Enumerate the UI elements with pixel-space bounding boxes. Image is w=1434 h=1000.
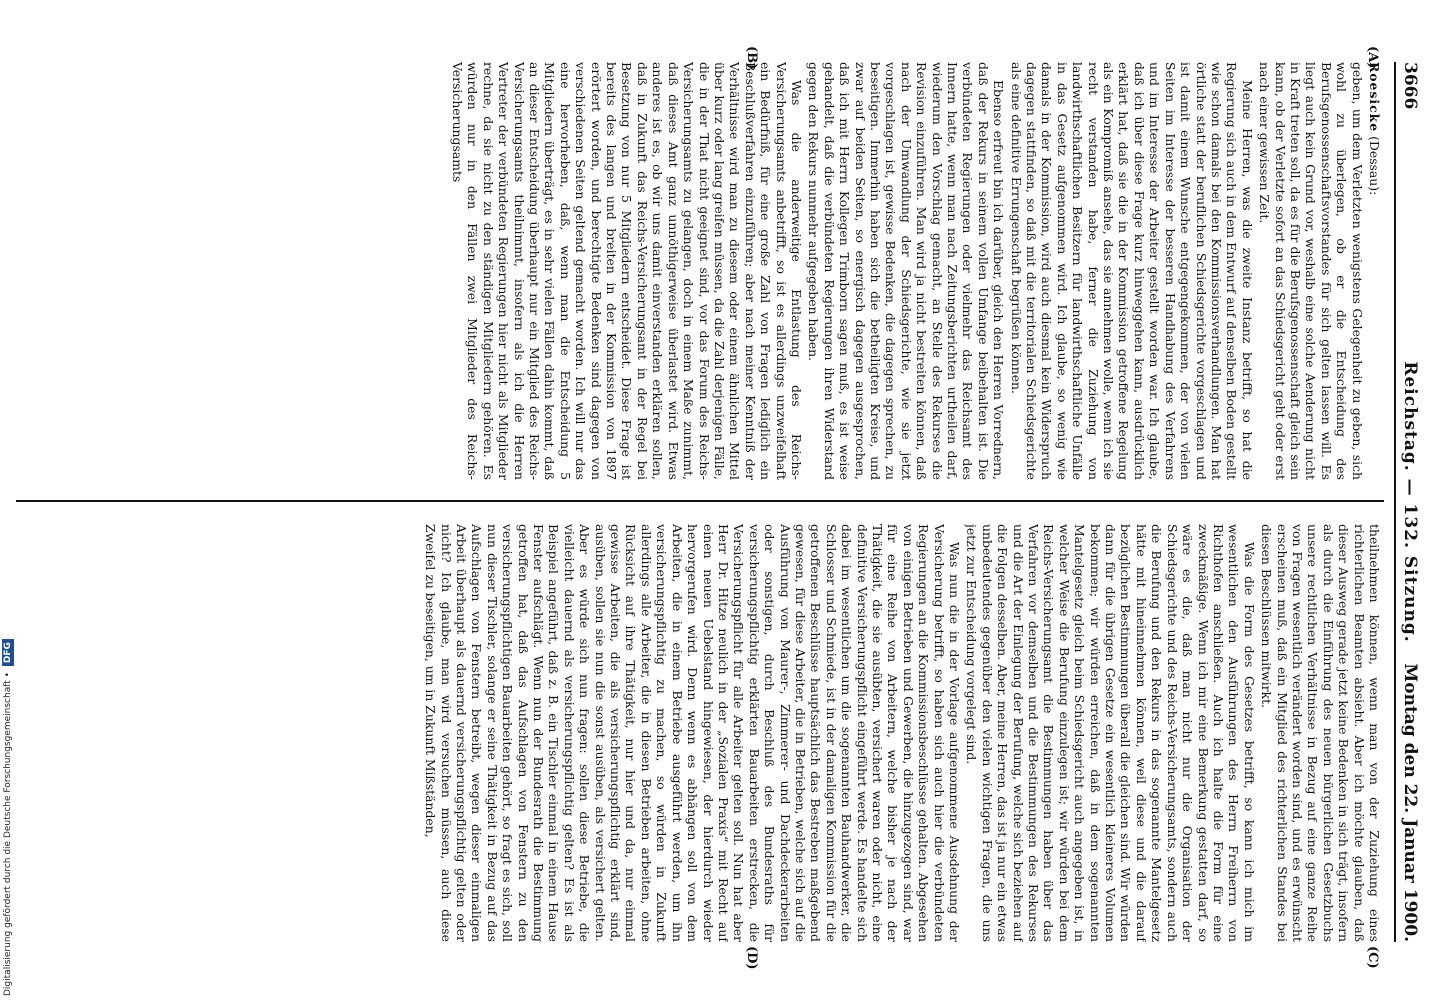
- speaker-line: [1367, 62, 1382, 480]
- margin-marker-c: (C): [1365, 946, 1380, 969]
- margin-marker-b: (B): [744, 46, 759, 70]
- left-text-column: [12, 62, 1382, 480]
- dfg-logo: DFG: [2, 639, 14, 666]
- paragraph: Was nun die in der Vorlage aufgenommene Ausdehnung der Versicherung betrifft, so haben sich auch hier die verbündeten Regierungen an die Kommissionsbeschlüsse gehalten. Abgesehen von einigen Betrieben und Gewerben, die hinzugezogen sind, war für eine Reihe von Arbeitern, welche bisher je nach der Thätigkeit, die sie ausübten, versichert waren oder nicht, eine definitive Versicherungspflicht eingeführt werde. Es handelte sich dabei im wesentlichen um die sogenannten Bauhandwerker, die Schlosser und Schmiede, ist in der damaligen Kommission für die getroffenen Beschlüsse hauptsächlich das Bestreben maßgebend gewesen, für diese Arbeiter, die in Betrieben, welche sich auf die Ausführung von Maurer-, Zimmerer- und Dachdeckerarbeiten oder sonstigen, durch Beschluß des Bundesraths für versicherungspflichtig erklärten Bauarbeiten erstrecken, die Versicherungspflicht für alle Arbeiter gelten soll. Nun hat aber Herr Dr. Hitze neulich in der „Sozialen Praxis“ mit Recht auf einen neuen Uebelstand hingewiesen, der hierdurch wieder hervorgerufen wird. Denn wenn es abhängen soll von dem Arbeiten, die in einem Betriebe ausgeführt werden, um ihn versicherungspflichtig zu machen, so würden in Zukunft allerdings alle Arbeiter, die in diesen Betrieben arbeiten, ohne Rücksicht auf ihre Thätigkeit, nur hier und da, nur einmal gewisse Arbeiten, die als versicherungspflichtig erklärt sind, ausüben, sollen sie nun die sonst ausüben, als versichert gelten. Aber es würde sich nun fragen: sollen diese Betriebe, die vielleicht dauernd als versicherungspflichtig gelten? Es ist als Beispiel angeführt, daß z. B. ein Tischler einmal in einem Hause Fenster aufschlägt. Wenn nun der Bundesrath die Bestimmung getroffen hat, daß das Aufschlagen von Fenstern zu den versicherungspflichtigen Bauarbeiten gehört, so fragt es sich, soll nun dieser Tischler, solange er seine Thätigkeit in Bezug auf das Aufschlagen von Fenstern betreibt, wegen dieser einmaligen Arbeit überhaupt als dauernd versicherungspflichtig gelten oder nicht? Ich glaube, man wird versuchen müssen, auch diese Zweifel zu beseitigen, um in Zukunft Mißständen,: [423, 524, 963, 942]
- margin-marker-d: (D): [744, 946, 759, 970]
- paragraph: theilnehmen können, wenn man von der Zuziehung eines richterlichen Beamten absieht. Aber ich möchte glauben, daß dieser Ausweg gerade jetzt keine Bedenken in sich trägt, insofern als durch die Einführung des neuen bürgerlichen Gesetzbuchs unsere rechtlichen Verhältnisse in Bezug auf eine ganze Reihe von Fragen wesentlich verändert worden sind, und es erwünscht erscheinen muß, daß ein Mitglied des richterlichen Standes bei diesen Beschlüssen mitwirkt.: [1259, 524, 1382, 942]
- page-number: 3666: [1400, 62, 1420, 110]
- right-text-column: [12, 524, 1382, 942]
- digitization-credit: [0, 0, 16, 1000]
- credit-text: Digitalisierung gefördert durch die Deutsche Forschungsgemeinschaft •: [3, 672, 13, 996]
- paragraph: Was die anderweitige Entlastung des Reichs-Versicherungsamts anbetrifft, so ist es allerdings unzweifelhaft ein Bedürfniß, für eine große Zahl von Fragen lediglich ein Beschlußverfahren einzuführen; aber nach meiner Kenntniß der Verhältnisse wird man zu diesem oder einem ähnlichen Mittel über kurz oder lang greifen müssen, da die Zahl derjenigen Fälle, die in der That nicht geeignet sind, vor das Forum des Reichs-Versicherungsamts zu gelangen, doch in einem Maße zunimmt, daß dieses Amt ganz unnöthigerweise überlastet wird. Etwas anderes ist es, ob wir uns damit einverstanden erklären sollen, daß in Zukunft das Reichs-Versicherungsamt in der Regel bei Besetzung von nur 5 Mitgliedern entscheidet. Diese Frage ist bereits des langen und breiten in der Kommission von 1897 erörtert worden, und berechtigte Bedenken sind dagegen von verschiedenen Seiten geltend gemacht worden. Ich will nur das eine hervorheben, daß, wenn man die Entscheidung 5 Mitgliedern überträgt, es in sehr vielen Fällen dahin kommt, daß an dieser Entscheidung überhaupt nur ein Mitglied des Reichs-Versicherungsamts theilnimmt, insofern als ich die Herren Vertreter der verbündeten Regierungen hier nicht als Mitglieder rechne, da sie nicht zu den ständigen Mitgliedern gehören. Es würden nur in den Fällen zwei Mitglieder des Reichs-Versicherungsamts: [450, 62, 804, 480]
- column-divider: [12, 500, 1384, 502]
- session-title: Reichstag. — 132. Sitzung.: [1400, 361, 1420, 643]
- page-header: [1394, 62, 1422, 942]
- paragraph: Was die Form des Gesetzes betrifft, so kann ich mich im wesentlichen den Ausführungen des Herrn Freiherrn von Richthofen anschließen. Auch ich halte die Form für eine zweckmäßige. Wenn ich mir eine Bemerkung gestatten darf, so wäre es die, daß man nicht nur die Organisation der Schiedsgerichte und des Reichs-Versicherungsamts, sondern auch die Berufung und den Rekurs in das sogenannte Mantelgesetz hätte mit hineinnehmen können, weil diese und die darauf bezüglichen Bestimmungen überall die gleichen sind. Wir würden dann für die übrigen Gesetze ein wesentlich kleineres Volumen bekommen; wir würden erreichen, daß in dem sogenannten Mantelgesetz gleich beim Schiedsgericht auch angegeben ist, in welcher Weise die Berufung einzulegen ist; wir würden bei dem Reichs-Versicherungsamt die Bestimmungen haben über das Verfahren vor demselben und die Bestimmungen des Rekurses und die Art der Einlegung der Berufung, welche sich beziehen auf die Folgen desselben. Aber, meine Herren, das ist ja nur ein etwas unbedeutendes gegenüber den vielen wichtigen Fragen, die uns jetzt zur Entscheidung vorgelegt sind.: [964, 524, 1257, 942]
- paragraph: Ebenso erfreut bin ich darüber, gleich den Herren Vorrednern, daß der Rekurs in seinem vollen Umfange beibehalten ist. Die verbündeten Regierungen oder vielmehr das Reichsamt des Innern hatte, wenn man nach Zeitungsberichten urtheilen darf, wiederum den Vorschlag gemacht, an Stelle des Rekurses die Revision einzuführen. Man wird ja nicht bestreiten können, daß nach der Umwandlung der Schiedsgerichte, wie sie jetzt vorgeschlagen ist, gewisse Bedenken, die dagegen sprechen, zu beseitigen. Immerhin haben sich die betheiligten Kreise, und zwar auf beiden Seiten, so energisch dagegen ausgesprochen, daß ich mit Herrn Kollegen Trimborn sagen muß, es ist weise gehandelt, daß die verbündeten Regierungen ihren Widerstand gegen den Rekurs nunmehr aufgegeben haben.: [806, 62, 1007, 480]
- credit-line: [0, 396, 16, 1000]
- margin-marker-a: (A): [1365, 46, 1380, 69]
- speaker-suffix: (Dessau):: [1367, 132, 1382, 196]
- paragraph: geben, um dem Verletzten wenigstens Gelegenheit zu geben, sich wohl zu überlegen, ob er die Entscheidung des Berufsgenossenschaftsvorstandes für sich gelten lassen will. Es liegt auch kein Grund vor, weshalb eine solche Aenderung nicht in Kraft treten soll, da es für die Berufsgenossenschaft gleich sein kann, ob der Verletzte sofort an das Schiedsgericht geht oder erst nach einer gewissen Zeit.: [1257, 62, 1365, 480]
- session-date: Montag den 22. Januar 1900.: [1400, 663, 1420, 942]
- speaker-name: Roesicke: [1367, 62, 1382, 133]
- paragraph: Meine Herren, was die zweite Instanz betrifft, so hat die Regierung sich auch in dem Entwurf auf denselben Boden gestellt wie schon damals bei den Kommissionsverhandlungen. Man hat örtliche statt der beruflichen Schiedsgerichte vorgeschlagen und ist damit einem Wunsche entgegengekommen, der von vielen Seiten im Interesse der besseren Handhabung des Verfahrens und im Interesse der Arbeiter gestellt worden war. Ich glaube, daß ich über diese Frage kurz hinweggehen kann, ausdrücklich erklärt hat, daß sie die in der Kommission getroffene Regelung als ein Kompromiß ansehe, das sie annehmen wolle, wenn ich sie recht verstanden habe, ferner die Zuziehung von landwirthschaftlichen Besitzern für landwirthschaftliche Unfälle in das Gesetz aufgenommen wird. Ich glaube, so wenig wie damals in der Kommission, wird auch diesmal kein Widerspruch dagegen stattfinden, so daß mit die territorialen Schiedsgerichte als eine definitive Errungenschaft begrüßen können.: [1008, 62, 1255, 480]
